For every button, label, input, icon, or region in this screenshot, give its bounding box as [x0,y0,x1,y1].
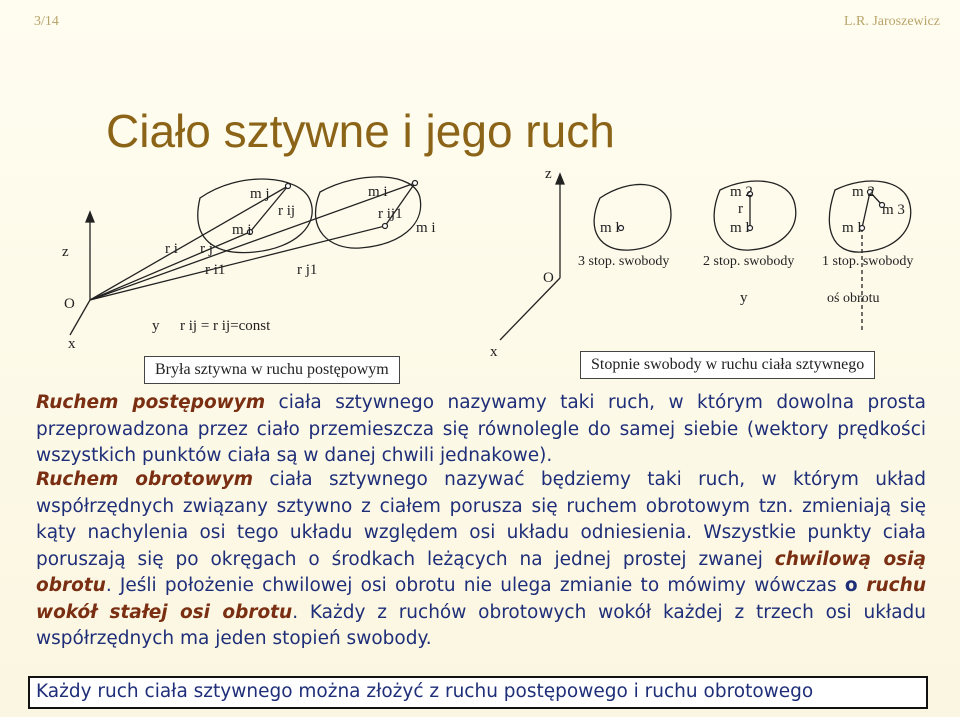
paragraph2-text3: . Każdy z ruchów obrotowych wokół każdej z trzech osi układu współrzędnych ma jeden stopień swobody. [36,601,926,649]
right-y-label: y [740,290,748,306]
paragraph2-text2: . Jeśli położenie chwilowej osi obrotu nie ulega zmianie to mówimy wówczas [105,575,845,596]
paragraph1-text: ciała sztywnego nazywamy taki ruch, w którym dowolna prosta przeprowadzona przez ciało przemieszcza się równolegle do samej siebie (wektory prędkości wszystkich punktów ciała są w danej chwili jednakowe). [36,392,926,466]
body2-m2: m 2 [730,184,753,200]
body-2dof [714,181,796,250]
page-number: 3/14 [34,14,59,29]
term-o: o [844,575,867,596]
slide-title: Ciało sztywne i jego ruch [106,105,615,157]
right-x-axis [500,278,560,340]
label-mj-1: m j [250,186,270,202]
summary-box: Każdy ruch ciała sztywnego można złożyć z ruchu postępowego i ruchu obrotowego [28,676,928,709]
author: L.R. Jaroszewicz [843,14,940,29]
paragraph-rotation [36,467,926,653]
dof3-label: 3 stop. swobody [578,254,670,269]
right-z-label: z [545,166,552,182]
rotation-axis-label: oś obrotu [827,291,880,306]
right-x-label: x [490,344,498,360]
label-mi-1: m i [232,222,252,238]
label-rj1: r j1 [297,262,318,278]
body2-m1: m l [730,220,750,236]
left-z-label: z [62,244,69,260]
right-origin-label: O [543,270,554,286]
right-figure-caption: Stopnie swobody w ruchu ciała sztywnego [580,351,875,379]
label-rij-1: r ij [278,203,296,219]
translation-figure [0,160,480,360]
term-fixed-axis: ruchu wokół stałej osi obrotu [36,575,926,623]
term-instant-axis: chwilową osią obrotu [36,548,926,596]
label-rij1: r ij1 [378,206,403,222]
paragraph2-text1: ciała sztywnego nazywać będziemy taki ruch, w którym układ współrzędnych związany sztywno z ciałem porusza się ruchem obrotowym tzn. zmieniają się kąty nachylenia osi tego układu względem osi układu odniesienia. Wszystkie punkty ciała poruszają się po okręgach o środkach leżących na jednej prostej zwanej [36,469,926,570]
label-rj: r j [200,241,213,257]
label-ri: r i [165,241,178,257]
dof1-label: 1 stop. swobody [822,254,914,269]
body3-m3: m 3 [882,202,905,218]
body3-m2: m 2 [852,184,875,200]
label-ri1: r i1 [205,262,226,278]
body1-m1: m l [600,220,620,236]
left-origin-label: O [64,296,75,312]
body3-m1: m l [842,220,862,236]
term-rotation: Ruchem obrotowym [36,469,254,490]
dof2-label: 2 stop. swobody [703,254,795,269]
label-mi-3: m i [416,220,436,236]
left-x-label: x [68,336,76,352]
label-mi-2: m i [368,184,388,200]
paragraph-translation [36,390,926,470]
left-figure-caption: Bryła sztywna w ruchu postępowym [144,356,400,384]
left-y-label: y [152,318,160,334]
body-3dof [594,184,671,250]
translation-relation: r ij = r ij=const [180,318,271,334]
degrees-of-freedom-figure [480,160,960,360]
body2-r: r [738,201,743,217]
term-translation: Ruchem postępowym [36,392,266,413]
